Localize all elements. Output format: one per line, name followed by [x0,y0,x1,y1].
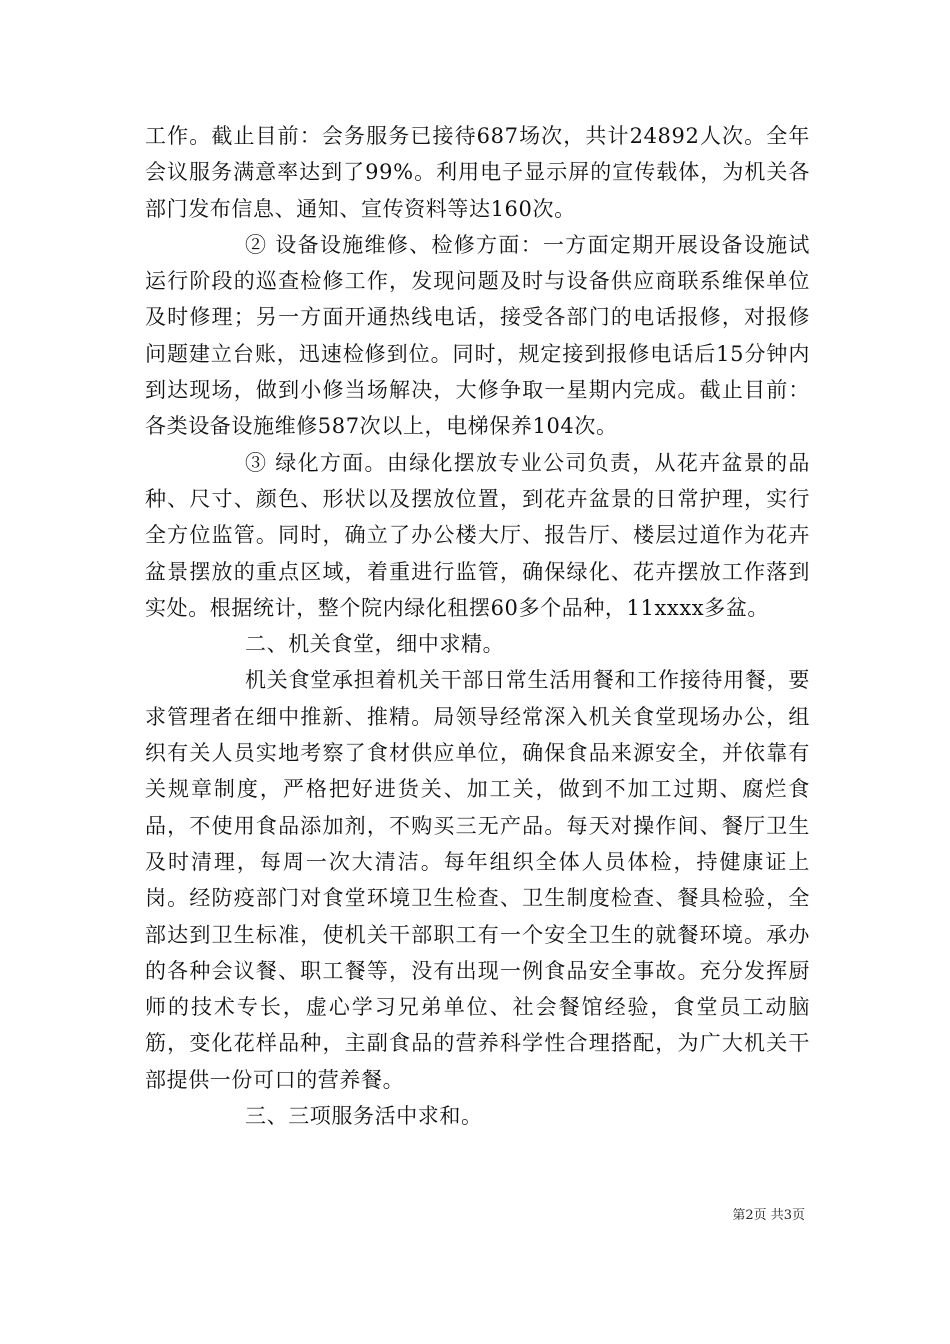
document-body [145,118,810,1134]
section-heading-three-services: 三、三项服务活中求和。 [245,1104,483,1129]
paragraph-canteen: 机关食堂承担着机关干部日常生活用餐和工作接待用餐，要求管理者在细中推新、推精。局领导经常深入机关食堂现场办公，组织有关人员实地考察了食材供应单位，确保食品来源安全，并依靠有关规章制度，严格把好进货关、加工关，做到不加工过期、腐烂食品，不使用食品添加剂，不购买三无产品。每天对操作间、餐厅卫生及时清理，每周一次大清洁。每年组织全体人员体检，持健康证上岗。经防疫部门对食堂环境卫生检查、卫生制度检查、餐具检验，全部达到卫生标准，使机关干部职工有一个安全卫生的就餐环境。承办的各种会议餐、职工餐等，没有出现一例食品安全事故。充分发挥厨师的技术专长，虚心学习兄弟单位、社会餐馆经验，食堂员工动脑筋，变化花样品种，主副食品的营养科学性合理搭配，为广大机关干部提供一份可口的营养餐。 [145,668,810,1092]
paragraph-equipment-maintenance: ② 设备设施维修、检修方面：一方面定期开展设备设施试运行阶段的巡查检修工作，发现问题及时与设备供应商联系维保单位及时修理；另一方面开通热线电话，接受各部门的电话报修，对报修问题建立台账，迅速检修到位。同时，规定接到报修电话后15分钟内到达现场，做到小修当场解决，大修争取一星期内完成。截止目前：各类设备设施维修587次以上，电梯保养104次。 [145,232,810,439]
section-heading-canteen: 二、机关食堂，细中求精。 [245,632,505,657]
page-number-footer: 第2页 共3页 [732,1208,805,1223]
paragraph-meeting-service-continued: 工作。截止目前：会务服务已接待687场次，共计24892人次。全年会议服务满意率达到了99%。利用电子显示屏的宣传载体，为机关各部门发布信息、通知、宣传资料等达160次。 [145,124,810,221]
paragraph-greening: ③ 绿化方面。由绿化摆放专业公司负责，从花卉盆景的品种、尺寸、颜色、形状以及摆放位置，到花卉盆景的日常护理，实行全方位监管。同时，确立了办公楼大厅、报告厅、楼层过道作为花卉盆景摆放的重点区域，着重进行监管，确保绿化、花卉摆放工作落到实处。根据统计，整个院内绿化租摆60多个品种，11xxxx多盆。 [145,450,810,620]
